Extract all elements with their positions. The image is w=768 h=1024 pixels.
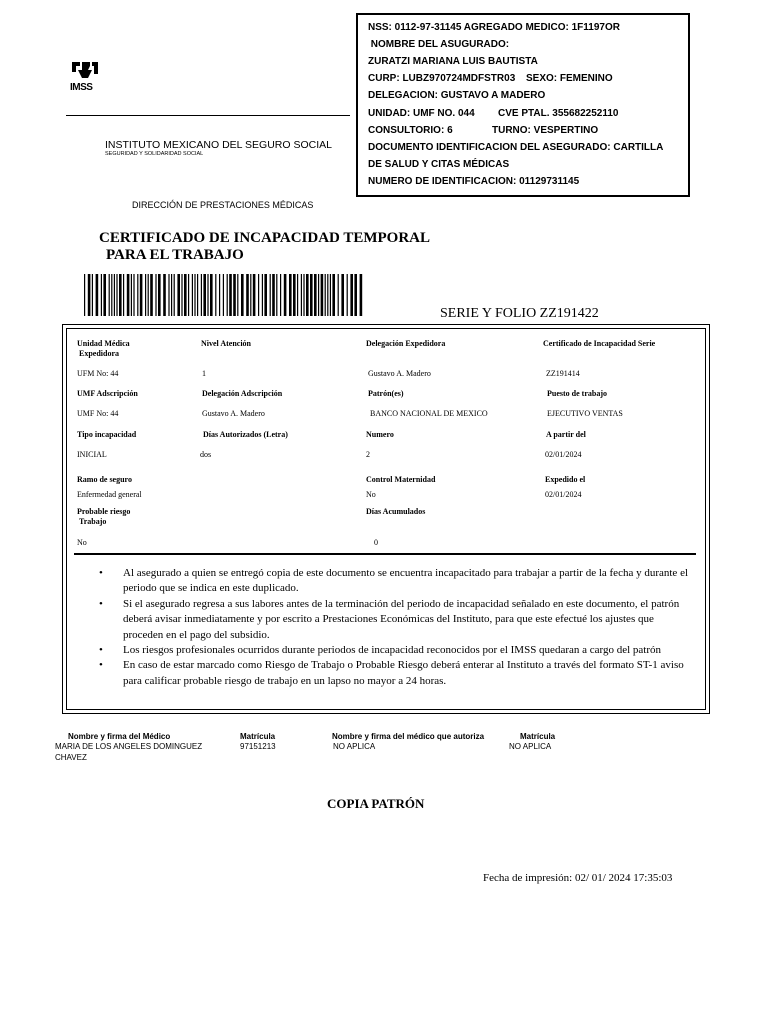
patron-label: Patrón(es) [368,389,404,398]
medico-label: Nombre y firma del Médico [68,732,171,741]
medico-autoriza-label: Nombre y firma del médico que autoriza [332,732,485,741]
probable-riesgo-label-cont: Trabajo [79,517,107,526]
copy-label: COPIA PATRÓN [327,796,425,811]
print-date: Fecha de impresión: 02/ 01/ 2024 17:35:03 [483,872,673,884]
matricula2-label: Matrícula [520,732,556,741]
ramo-seguro-label: Ramo de seguro [77,475,132,484]
ramo-seguro-value: Enfermedad general [77,490,142,499]
unidad-medica-value: UFM No: 44 [77,369,119,378]
sexo: SEXO: FEMENINO [526,73,613,84]
certificate-title: CERTIFICADO DE INCAPACIDAD TEMPORAL [99,230,431,246]
insured-name-label: NOMBRE DEL ASUGURADO: [368,39,510,50]
list-item: • Si el asegurado regresa a sus labores antes de la terminación del periodo de incapacidad señalado en este documento, el patrón deberá avisar inmediatamente y por escrito a Prestaciones Económicas del Instituto, para que este efectué los ajustes que proceden en el pago del subsidio. [99,597,680,641]
tipo-incapacidad-value: INICIAL [77,450,107,459]
documento-identificacion: DOCUMENTO IDENTIFICACION DEL ASEGURADO: CARTILLA [368,142,664,153]
form-divider [74,553,696,555]
institute-subtitle: SEGURIDAD Y SOLIDARIDAD SOCIAL [105,151,204,157]
header-divider [66,115,350,116]
certificate-title-cont: PARA EL TRABAJO [106,247,244,263]
a-partir-value: 02/01/2024 [545,450,582,459]
bullet-icon: • [99,659,103,672]
bullet-icon: • [99,567,103,579]
nivel-atencion-label: Nivel Atención [201,339,251,348]
delegacion-expedidora-value: Gustavo A. Madero [368,369,431,378]
tipo-incapacidad-label: Tipo incapacidad [77,430,137,439]
medico-name: MARIA DE LOS ANGELES DOMINGUEZ [55,742,203,751]
turno: TURNO: VESPERTINO [492,125,599,136]
list-item: • En caso de estar marcado como Riesgo de Trabajo o Probable Riesgo deberá enterar al Instituto a través del formato ST-1 aviso para calificar probable riesgo de trabajo en un lapso no mayor a 24 horas. [99,659,684,687]
unidad: UNIDAD: UMF NO. 044 [368,108,475,119]
matricula-label: Matrícula [240,732,276,741]
insured-name: ZURATZI MARIANA LUIS BAUTISTA [368,56,538,67]
nss-line: NSS: 0112-97-31145 AGREGADO MEDICO: 1F1197OR [368,22,620,33]
probable-riesgo-value: No [77,538,87,547]
delegacion-adscripcion-label: Delegación Adscripción [202,389,283,398]
numero-value: 2 [366,450,370,459]
notes-list [95,566,690,689]
matricula-value: 97151213 [240,742,276,751]
list-item: • Los riesgos profesionales ocurridos durante periodos de incapacidad reconocidos por el IMSS quedaran a cargo del patrón [95,643,690,658]
patron-value: BANCO NACIONAL DE MEXICO [370,409,488,418]
direction-label: DIRECCIÓN DE PRESTACIONES MÉDICAS [132,200,314,210]
delegacion-expedidora-label: Delegación Expedidora [366,339,446,348]
delegacion: DELEGACION: GUSTAVO A MADERO [368,90,546,101]
expedido-value: 02/01/2024 [545,490,582,499]
numero-identificacion: NUMERO DE IDENTIFICACION: 01129731145 [368,176,580,187]
dias-autorizados-label: Días Autorizados (Letra) [203,430,288,439]
insured-info-box [356,13,690,197]
barcode [84,274,364,316]
numero-label: Numero [366,430,394,439]
control-maternidad-label: Control Maternidad [366,475,436,484]
dias-autorizados-value: dos [200,450,212,459]
expedido-label: Expedido el [545,475,586,484]
serie-folio: SERIE Y FOLIO ZZ191422 [440,306,599,321]
logo-text: IMSS [70,82,93,93]
delegacion-adscripcion-value: Gustavo A. Madero [202,409,265,418]
list-item: • Al asegurado a quien se entregó copia de este documento se encuentra incapacitado para trabajar a partir de la fecha y durante el periodo que se indica en este duplicado. [99,567,689,595]
medico-autoriza-value: NO APLICA [333,742,376,751]
bullet-icon: • [99,597,103,610]
umf-adscripcion-value: UMF No: 44 [77,409,119,418]
dias-acumulados-label: Días Acumulados [366,507,426,516]
a-partir-label: A partir del [546,430,586,439]
certificado-serie-label: Certificado de Incapacidad Serie [543,339,656,348]
control-maternidad-value: No [366,490,376,499]
certificado-serie-value: ZZ191414 [546,369,580,378]
curp: CURP: LUBZ970724MDFSTR03 [368,73,516,84]
probable-riesgo-label: Probable riesgo [77,507,131,516]
bullet-icon: • [99,644,103,657]
unidad-medica-label-cont: Expedidora [79,349,120,358]
nivel-atencion-value: 1 [202,369,206,378]
matricula2-value: NO APLICA [509,742,552,751]
medico-name-cont: CHAVEZ [55,753,87,762]
unidad-medica-label: Unidad Médica [77,339,130,348]
cve-ptal: CVE PTAL. 355682252110 [498,108,619,119]
consultorio: CONSULTORIO: 6 [368,125,453,136]
puesto-value: EJECUTIVO VENTAS [547,409,623,418]
documento-identificacion-cont: DE SALUD Y CITAS MÉDICAS [368,159,510,170]
umf-adscripcion-label: UMF Adscripción [77,389,138,398]
institute-name: INSTITUTO MEXICANO DEL SEGURO SOCIAL [105,139,332,151]
dias-acumulados-value: 0 [374,538,378,547]
puesto-label: Puesto de trabajo [547,389,607,398]
